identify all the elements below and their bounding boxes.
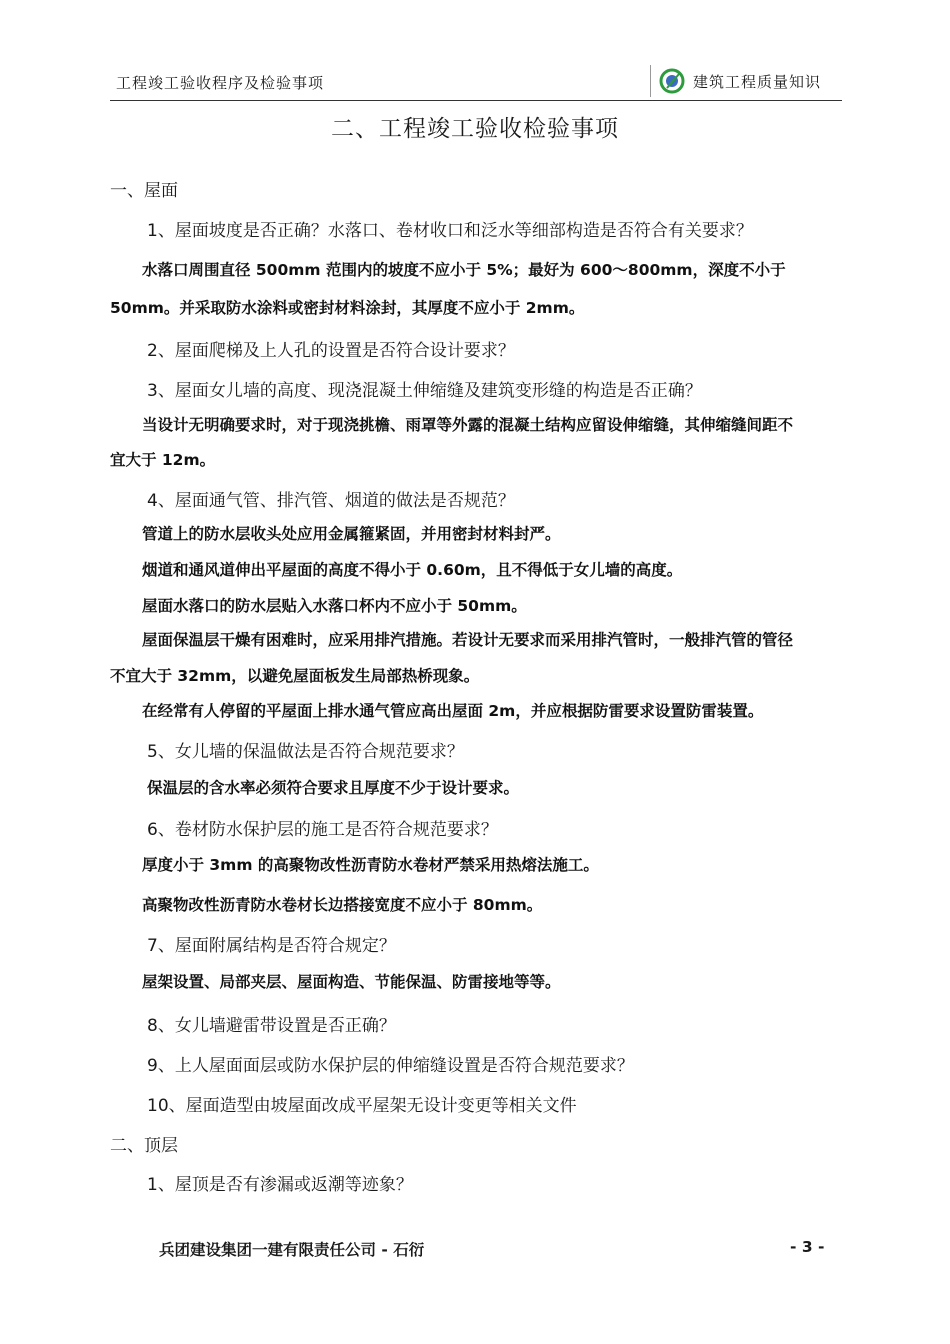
question-item: 4、屋面通气管、排汽管、烟道的做法是否规范？	[147, 491, 515, 511]
question-item: 10、屋面造型由坡屋面改成平屋架无设计变更等相关文件	[147, 1096, 577, 1116]
question-item: 6、卷材防水保护层的施工是否符合规范要求？	[147, 820, 498, 840]
answer-text: 宜大于 12m。	[110, 451, 216, 469]
section-heading: 二、顶层	[110, 1136, 178, 1156]
question-item: 1、屋顶是否有渗漏或返潮等迹象？	[147, 1175, 413, 1195]
question-item: 7、屋面附属结构是否符合规定？	[147, 936, 396, 956]
header-divider	[110, 100, 842, 101]
page-number: - 3 -	[790, 1238, 825, 1256]
answer-text: 高聚物改性沥青防水卷材长边搭接宽度不应小于 80mm。	[142, 896, 543, 914]
header-left-title: 工程竣工验收程序及检验事项	[116, 74, 325, 92]
answer-text: 在经常有人停留的平屋面上排水通气管应高出屋面 2m，并应根据防雷要求设置防雷装置。	[142, 702, 764, 720]
answer-text: 50mm。并采取防水涂料或密封材料涂封，其厚度不应小于 2mm。	[110, 299, 585, 317]
answer-text: 屋面水落口的防水层贴入水落口杯内不应小于 50mm。	[142, 597, 527, 615]
answer-text: 管道上的防水层收头处应用金属箍紧固，并用密封材料封严。	[142, 525, 561, 543]
answer-text: 屋面保温层干燥有困难时，应采用排汽措施。若设计无要求而采用排汽管时，一般排汽管的管径	[142, 631, 794, 649]
answer-text: 不宜大于 32mm，以避免屋面板发生局部热桥现象。	[110, 667, 480, 685]
question-item: 9、上人屋面面层或防水保护层的伸缩缝设置是否符合规范要求？	[147, 1056, 634, 1076]
answer-text: 当设计无明确要求时，对于现浇挑檐、雨罩等外露的混凝土结构应留设伸缩缝，其伸缩缝间距不	[142, 416, 794, 434]
question-item: 3、屋面女儿墙的高度、现浇混凝土伸缩缝及建筑变形缝的构造是否正确？	[147, 381, 702, 401]
footer-company: 兵团建设集团一建有限责任公司 - 石衍	[159, 1241, 425, 1259]
page-title: 二、工程竣工验收检验事项	[331, 116, 619, 142]
question-item: 5、女儿墙的保温做法是否符合规范要求？	[147, 742, 464, 762]
header-right-brand	[650, 64, 850, 98]
answer-text: 厚度小于 3mm 的高聚物改性沥青防水卷材严禁采用热熔法施工。	[142, 856, 599, 874]
question-item: 8、女儿墙避雷带设置是否正确？	[147, 1016, 396, 1036]
answer-text: 屋架设置、局部夹层、屋面构造、节能保温、防雷接地等等。	[142, 973, 561, 991]
answer-text: 保温层的含水率必须符合要求且厚度不少于设计要求。	[147, 779, 520, 797]
question-item: 1、屋面坡度是否正确？水落口、卷材收口和泛水等细部构造是否符合有关要求？	[147, 221, 753, 241]
header-right-text: 建筑工程质量知识	[693, 72, 822, 91]
section-heading: 一、屋面	[110, 181, 178, 201]
qualitycn-logo-icon	[650, 65, 689, 97]
question-item: 2、屋面爬梯及上人孔的设置是否符合设计要求？	[147, 341, 515, 361]
answer-text: 水落口周围直径 500mm 范围内的坡度不应小于 5%；最好为 600～800mm，深度不小于	[142, 261, 786, 279]
answer-text: 烟道和通风道伸出平屋面的高度不得小于 0.60m，且不得低于女儿墙的高度。	[142, 561, 683, 579]
